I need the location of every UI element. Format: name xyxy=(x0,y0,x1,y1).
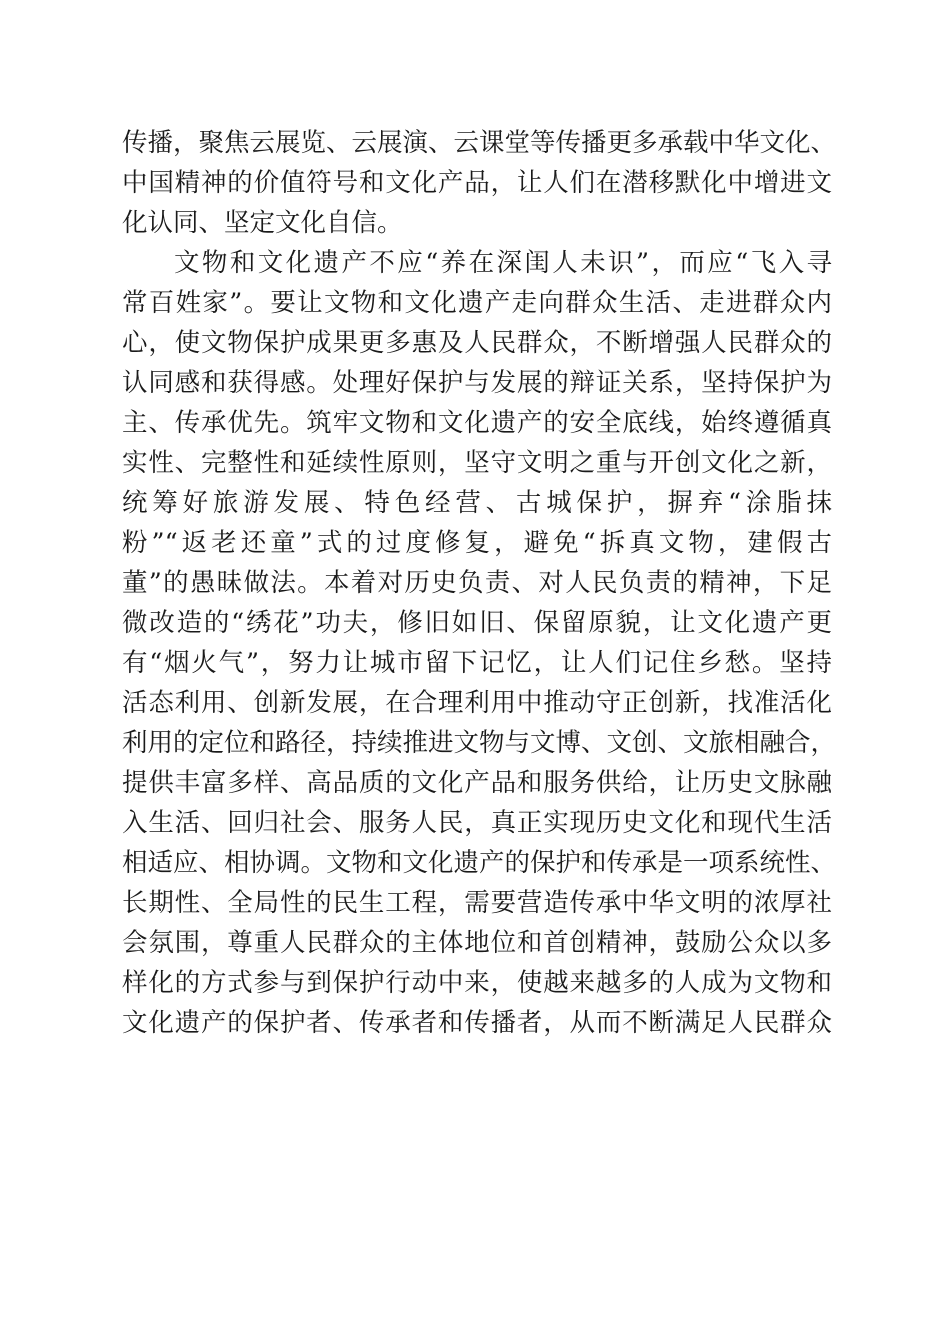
text-line: 相适应、相协调。文物和文化遗产的保护和传承是一项系统性、 xyxy=(122,848,837,878)
text-line: 传播，聚焦云展览、云展演、云课堂等传播更多承载中华文化、 xyxy=(122,128,837,158)
text-line: 粉”“返老还童”式的过度修复，避免“拆真文物，建假古 xyxy=(122,528,832,558)
text-line: 心，使文物保护成果更多惠及人民群众，不断增强人民群众的 xyxy=(122,328,832,358)
text-line: 会氛围，尊重人民群众的主体地位和首创精神，鼓励公众以多 xyxy=(122,928,832,958)
text-line: 主、传承优先。筑牢文物和文化遗产的安全底线，始终遵循真 xyxy=(122,408,832,438)
text-line: 提供丰富多样、高品质的文化产品和服务供给，让历史文脉融 xyxy=(122,768,832,798)
text-line: 董”的愚昧做法。本着对历史负责、对人民负责的精神，下足 xyxy=(122,568,832,598)
text-line: 有“烟火气”，努力让城市留下记忆，让人们记住乡愁。坚持 xyxy=(122,648,832,678)
text-line: 化认同、坚定文化自信。 xyxy=(122,208,403,238)
text-line: 样化的方式参与到保护行动中来，使越来越多的人成为文物和 xyxy=(122,968,832,998)
text-line: 统筹好旅游发展、特色经营、古城保护，摒弃“涂脂抹 xyxy=(122,488,832,518)
text-line: 活态利用、创新发展，在合理利用中推动守正创新，找准活化 xyxy=(122,688,832,718)
paragraph-1 xyxy=(122,123,837,243)
paragraph-2 xyxy=(122,243,837,1043)
text-line: 入生活、回归社会、服务人民，真正实现历史文化和现代生活 xyxy=(122,808,832,838)
text-line: 文物和文化遗产不应“养在深闺人未识”，而应“飞入寻 xyxy=(174,248,832,278)
body-text xyxy=(122,123,837,1043)
text-line: 文化遗产的保护者、传承者和传播者，从而不断满足人民群众 xyxy=(122,1008,832,1038)
text-line: 微改造的“绣花”功夫，修旧如旧、保留原貌，让文化遗产更 xyxy=(122,608,832,638)
text-line: 认同感和获得感。处理好保护与发展的辩证关系，坚持保护为 xyxy=(122,368,832,398)
text-line: 利用的定位和路径，持续推进文物与文博、文创、文旅相融合， xyxy=(122,728,837,758)
text-line: 中国精神的价值符号和文化产品，让人们在潜移默化中增进文 xyxy=(122,168,832,198)
text-line: 常百姓家”。要让文物和文化遗产走向群众生活、走进群众内 xyxy=(122,288,832,318)
text-line: 实性、完整性和延续性原则，坚守文明之重与开创文化之新， xyxy=(122,448,832,478)
text-line: 长期性、全局性的民生工程，需要营造传承中华文明的浓厚社 xyxy=(122,888,832,918)
